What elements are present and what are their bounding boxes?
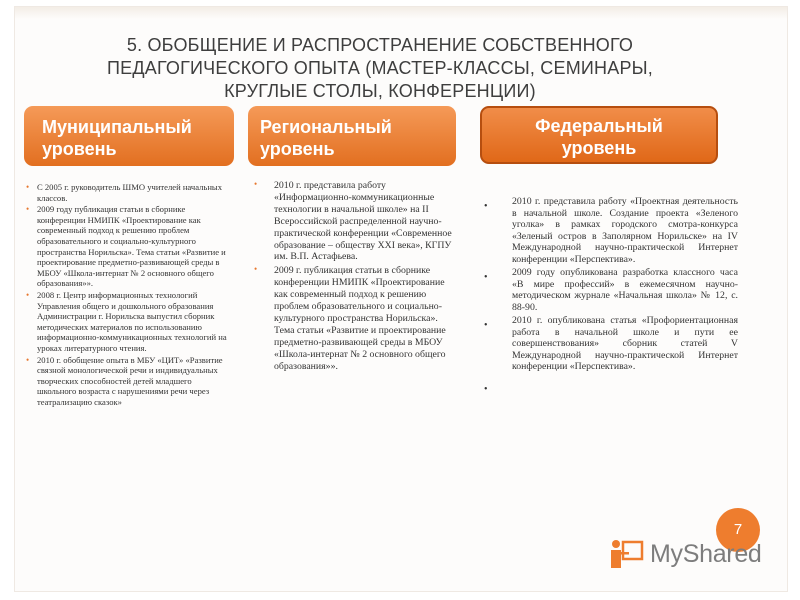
federal-level-header	[480, 106, 718, 164]
list-item: • 2010 г. опубликована статья «Профориентационная работа в начальной школе и пути ее совершенствования» сборник статей V Международной научно-практической Интернет конференции «Перспектива».	[484, 315, 738, 373]
regional-items-list	[252, 180, 456, 375]
list-item: • 2010 г. представила работу «Информационно-коммуникационные технологии в начальной школе» на II Всероссийской распределенной научно-практической конференции «Современное образование – обществу XXI века», КГПУ им. В.П. Астафьева.	[252, 180, 456, 263]
list-item: • 2010 г. представила работу «Проектная деятельность в начальной школе. Создание проекта «Зеленого уголка» в рамках городского смотра-конкурса «Зеленый остров в Заполярном Норильске» на IV Международной научно-практической Интернет конференции «Перспектива».	[484, 196, 738, 265]
top-decor-bar	[15, 7, 787, 19]
myshared-watermark	[608, 536, 766, 570]
title-line-1: 5. ОБОБЩЕНИЕ И РАСПРОСТРАНЕНИЕ СОБСТВЕННОГО	[126, 35, 634, 55]
municipal-header-line-2: уровень	[42, 139, 117, 159]
list-item: • 2009 году опубликована разработка классного часа «В мире профессий» в ежемесячном научно-методическом журнале «Начальная школа» № 12, с. 88-90.	[484, 267, 738, 313]
presentation-board-icon	[608, 538, 644, 572]
regional-header-line-1: Региональный	[260, 117, 392, 137]
list-item: • 2009 г. публикация статьи в сборнике конференции НМИПК «Проектирование как современный подход к решению проблем образовательного и социально-культурного пространства Норильска». Тема статьи «Развитие и проектирование предметно-развивающей среды в МБОУ «Школа-интернат № 2 основного общего образования»».	[252, 265, 456, 372]
municipal-header-line-1: Муниципальный	[42, 117, 192, 137]
empty-list-item	[484, 379, 738, 391]
municipal-level-header	[24, 106, 234, 166]
title-line-3: КРУГЛЫЕ СТОЛЫ, КОНФЕРЕНЦИИ)	[224, 81, 536, 101]
title-line-2: ПЕДАГОГИЧЕСКОГО ОПЫТА (МАСТЕР-КЛАССЫ, СЕМИНАРЫ,	[107, 58, 653, 78]
federal-items-list	[484, 196, 738, 393]
page-number-badge: 7	[716, 508, 760, 552]
federal-header-line-2: уровень	[561, 138, 637, 158]
list-item: • 2010 г. обобщение опыта в МБУ «ЦИТ» «Развитие связной монологической речи и индивидуальных творческих способностей детей младшего школьного возраста с нарушениями речи через театрализацию сказок»	[24, 355, 228, 408]
municipal-items-list	[24, 182, 228, 408]
list-item: • 2008 г. Центр информационных технологий Управления общего и дошкольного образования Администрации г. Норильска выпустил сборник методических материалов по использованию информационно-коммуникационных технологий на уроках литературного чтения.	[24, 290, 228, 354]
slide-title	[60, 34, 700, 103]
watermark-text: MyShared	[650, 540, 762, 568]
list-item: • С 2005 г. руководитель ШМО учителей начальных классов.	[24, 182, 228, 203]
federal-header-line-1: Федеральный	[535, 116, 663, 136]
regional-level-header	[248, 106, 456, 166]
regional-header-line-2: уровень	[260, 139, 335, 159]
list-item: • 2009 году публикация статьи в сборнике конференции НМИПК «Проектирование как современный подход к решению проблем образовательного и социально-культурного пространства Норильска». Тема статьи «Развитие и проектирование предметно-развивающей среды в МБОУ «Школа-интернат № 2 основного общего образования»».	[24, 204, 228, 289]
